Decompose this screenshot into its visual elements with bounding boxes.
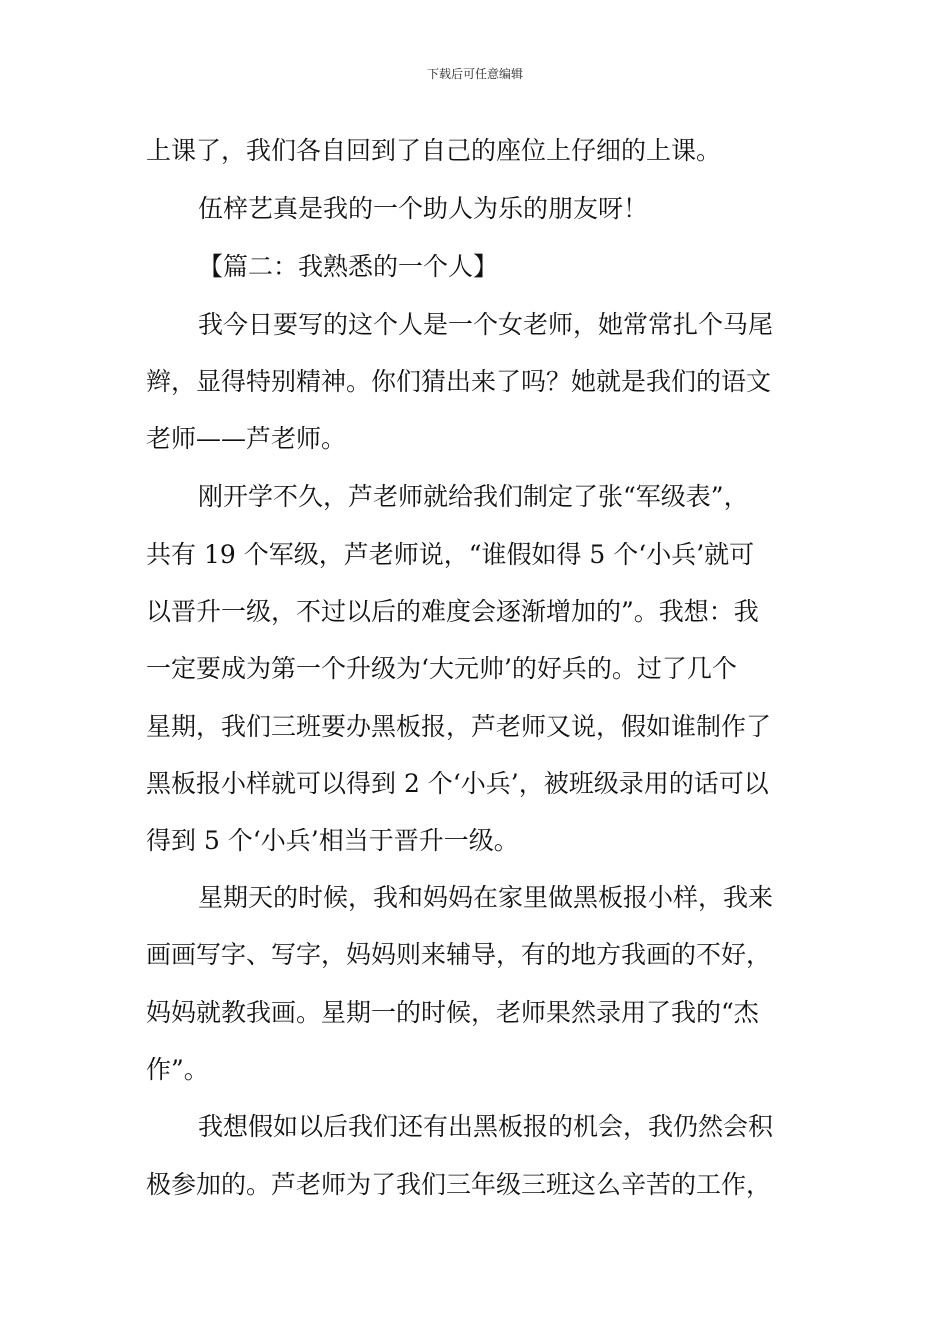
text-line: 老师——芦老师。 <box>146 424 347 453</box>
text-line: 星期天的时候，我和妈妈在家里做黑板报小样，我来 <box>198 883 774 912</box>
text-line: 以晋升一级，不过以后的难度会逐渐增加的”。我想：我 <box>146 597 759 626</box>
text-line: 上课了，我们各自回到了自己的座位上仔细的上课。 <box>146 136 722 165</box>
text-line: 星期，我们三班要办黑板报，芦老师又说，假如谁制作了 <box>146 712 772 741</box>
text-line: 黑板报小样就可以得到 2 个‘小兵’，被班级录用的话可以 <box>146 769 769 798</box>
text-line: 极参加的。芦老师为了我们三年级三班这么辛苦的工作， <box>146 1170 772 1199</box>
text-line: 作”。 <box>146 1055 209 1084</box>
text-line: 我想假如以后我们还有出黑板报的机会，我仍然会积 <box>198 1112 774 1141</box>
text-line: 画画写字、写字，妈妈则来辅导，有的地方我画的不好， <box>146 940 772 969</box>
section-heading: 【篇二：我熟悉的一个人】 <box>198 252 499 281</box>
text-line: 妈妈就教我画。星期一的时候，老师果然录用了我的“杰 <box>146 998 759 1027</box>
page-header: 下载后可任意编辑 <box>426 67 523 81</box>
text-line: 得到 5 个‘小兵’相当于晋升一级。 <box>146 826 519 855</box>
text-line: 共有 19 个军级，芦老师说，“谁假如得 5 个‘小兵’就可 <box>146 540 755 569</box>
text-line: 一定要成为第一个升级为‘大元帅’的好兵的。过了几个 <box>146 654 737 683</box>
text-line: 伍梓艺真是我的一个助人为乐的朋友呀！ <box>198 194 649 223</box>
text-line: 我今日要写的这个人是一个女老师，她常常扎个马尾 <box>198 310 774 339</box>
text-line: 辫，显得特别精神。你们猜出来了吗？她就是我们的语文 <box>146 367 772 396</box>
text-line: 刚开学不久，芦老师就给我们制定了张“军级表”， <box>198 482 749 511</box>
